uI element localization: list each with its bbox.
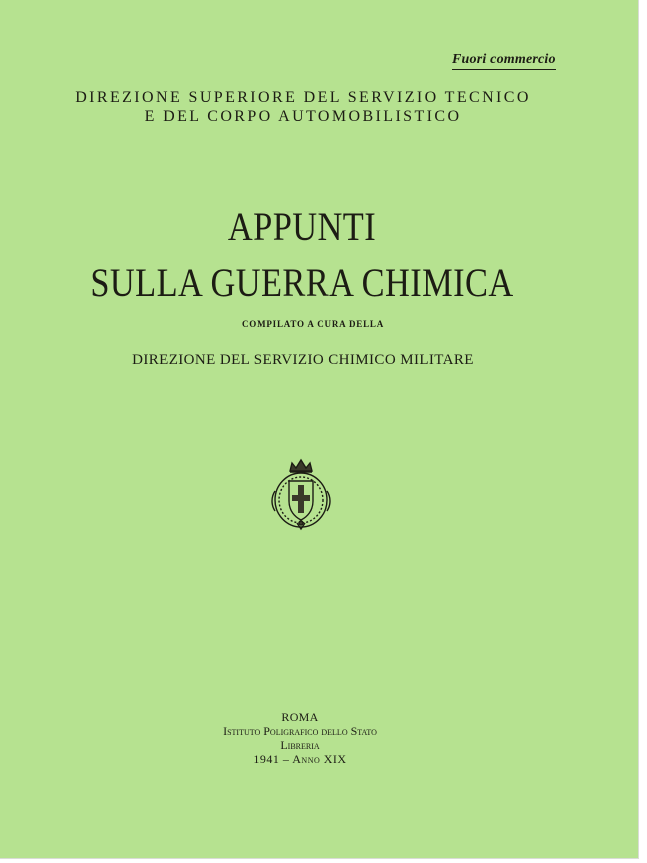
issuer-line-2: E DEL CORPO AUTOMOBILISTICO [144,108,462,125]
imprint-year: 1941 – Anno XIX [253,752,347,766]
title-line-1: APPUNTI [227,204,377,249]
not-for-sale-note: Fuori commercio [452,52,556,70]
imprint-libreria: Libreria [280,738,320,752]
coat-of-arms-icon [268,457,334,531]
compiler-name: DIREZIONE DEL SERVIZIO CHIMICO MILITARE [132,352,474,368]
compiled-by-label: COMPILATO A CURA DELLA [241,319,385,329]
issuing-authority [0,88,606,126]
title-line-2: SULLA GUERRA CHIMICA [90,260,514,305]
imprint-publisher: Istituto Poligrafico dello Stato [223,724,377,738]
issuer-line-1: DIREZIONE SUPERIORE DEL SERVIZIO TECNICO [75,89,531,106]
imprint-city: ROMA [281,710,319,724]
imprint [0,710,600,766]
